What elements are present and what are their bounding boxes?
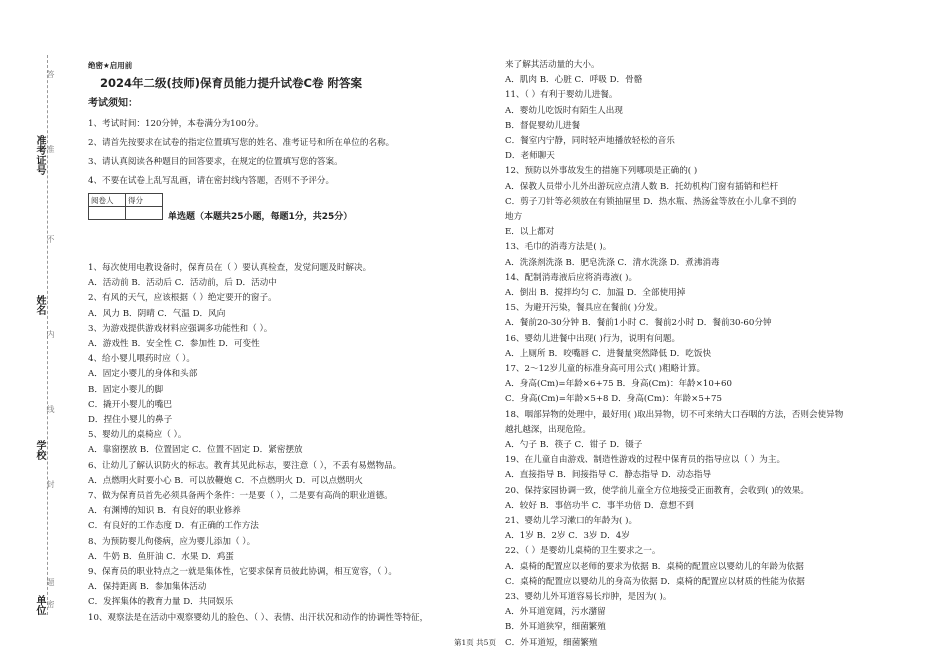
notice-heading: 考试须知： (88, 98, 138, 109)
question-line: 9、保育员的职业特点之一就是集体性，它要求保育员彼此协调，相互宽容，（ ）。 (88, 567, 397, 577)
question-line: A．较好 B．事倍功半 C．事半功倍 D．意想不到 (505, 500, 694, 511)
question-line: 14、配制消毒液后应将消毒液( )。 (505, 272, 638, 283)
question-line: A．游戏性 B．安全性 C．参加性 D．可变性 (88, 339, 260, 349)
question-line: B．外耳道狭窄，细菌繁殖 (505, 622, 606, 633)
question-line: C．剪子刀针等必须放在有锁抽屉里 D．热水瓶、热汤盆等放在小儿拿不到的 (505, 196, 797, 207)
question-line: 越扎越深，出现危险。 (505, 424, 591, 435)
notice-item: 4、不要在试卷上乱写乱画，请在密封线内答题，否则不予评分。 (88, 176, 335, 186)
seal-char: 封 (46, 480, 55, 488)
question-line: A．婴幼儿吃饭时有陌生人出现 (505, 105, 623, 116)
grader-blank[interactable] (89, 207, 126, 220)
question-line: 1、每次使用电教设备时，保育员在（ ）要认真检查，发觉问题及时解决。 (88, 263, 372, 273)
question-line: A．倒出 B．搅拌均匀 C．加温 D．全部使用掉 (505, 288, 686, 298)
question-line: A．牛奶 B．鱼肝油 C．水果 D．鸡蛋 (88, 551, 234, 562)
grader-cell: 阅卷人 (89, 194, 126, 207)
score-blank[interactable] (126, 207, 163, 220)
question-line: A．洗涤剂洗涤 B．肥皂洗涤 C．清水洗涤 D．煮沸消毒 (505, 257, 720, 268)
question-line: 21、婴幼儿学习漱口的年龄为( )。 (505, 516, 638, 526)
question-line: 13、毛巾的消毒方法是( )。 (505, 242, 612, 253)
question-line: 10、观察法是在活动中观察婴幼儿的脸色、（ ）、表情、出汗状况和动作的协调性等特征， (88, 612, 429, 623)
question-line: A．固定小婴儿的身体和头部 (88, 369, 198, 380)
question-line: C．外耳道短，细菌繁殖 (505, 637, 598, 648)
question-line: 8、为预防婴儿佝偻病，应为婴儿添加（ ）。 (88, 536, 256, 547)
question-line: 15、为避开污染，餐具应在餐前( )分发。 (505, 303, 663, 314)
question-line: A．桌椅的配置应以老师的要求为依据 B．桌椅的配置应以婴幼儿的年龄为依据 (505, 561, 804, 572)
margin-label: 学校 (34, 440, 45, 460)
question-line: C．身高(Cm)=年龄×5+8 D．身高(Cm)：年龄×5+75 (505, 394, 722, 405)
question-line: 22、（ ）是婴幼儿桌椅的卫生要求之一。 (505, 546, 661, 557)
section-title: 单选题（本题共25小题，每题1分，共25分） (168, 212, 353, 222)
question-line: A．点燃明火时要小心 B．可以放鞭炮 C．不点燃明火 D．可以点燃明火 (88, 475, 363, 486)
question-line: A．风力 B．阴晴 C．气温 D．风向 (88, 308, 226, 319)
question-line: A．上厕所 B．咬嘴唇 C．进餐量突然降低 D．吃饭快 (505, 348, 712, 359)
question-line: 2、有风的天气，应该根据（ ）绝定要开的窗子。 (88, 293, 277, 304)
question-line: A．餐前20-30分钟 B．餐前1小时 C．餐前2小时 D．餐前30-60分钟 (505, 318, 772, 329)
notice-item: 3、请认真阅读各种题目的回答要求，在规定的位置填写您的答案。 (88, 157, 343, 167)
seal-char: 不 (46, 235, 55, 243)
question-line: 5、婴幼儿的桌椅应（ ）。 (88, 430, 187, 441)
question-line: A．有渊博的知识 B．有良好的职业修养 (88, 506, 241, 517)
seal-char: 准 (46, 145, 55, 153)
question-line: A．直接指导 B．间接指导 C．静态指导 D．动态指导 (505, 470, 712, 481)
question-line: A．肌肉 B．心脏 C．呼吸 D．骨骼 (505, 75, 643, 86)
question-line: A．活动前 B．活动后 C．活动前，后 D．活动中 (88, 278, 277, 289)
question-line: D．老师聊天 (505, 151, 555, 162)
question-line: 11、（ ）有利于婴幼儿进餐。 (505, 90, 618, 101)
exam-title: 2024年二级(技师)保育员能力提升试卷C卷 附答案 (100, 76, 362, 90)
question-line: B．固定小婴儿的脚 (88, 384, 164, 395)
seal-char: 内 (46, 330, 55, 338)
question-line: C．餐室内宁静，同时轻声地播放轻松的音乐 (505, 136, 675, 146)
question-line: C．发挥集体的教育力量 D．共同娱乐 (88, 597, 234, 608)
question-line: 16、婴幼儿进餐中出现( )行为，说明有问题。 (505, 333, 681, 344)
margin-label: 姓名 (34, 295, 45, 315)
seal-char: 线 (46, 405, 55, 413)
score-cell: 得分 (126, 194, 163, 207)
question-line: 17、2～12岁儿童的标准身高可用公式( )粗略计算。 (505, 364, 706, 374)
question-line: 7、做为保育员首先必须具备两个条件：一是要（ ），二是要有高尚的职业道德。 (88, 491, 393, 501)
score-table (88, 193, 163, 220)
question-line: 来了解其活动量的大小。 (505, 60, 600, 70)
question-line: 地方 (505, 212, 523, 222)
margin-label: 单位 (34, 595, 45, 615)
question-line: A．外耳道宽阔，污水潴留 (505, 607, 606, 618)
question-line: 12、预防以外事故发生的措施下列哪项是正确的( ) (505, 166, 698, 177)
question-line: A．靠窗摆放 B．位置固定 C．位置不固定 D．紧密摆放 (88, 445, 303, 456)
question-line: C．桌椅的配置应以婴幼儿的身高为依据 D．桌椅的配置应以材质的性能为依据 (505, 576, 805, 587)
seal-char: 答 (46, 70, 55, 78)
question-line: A．保教人员带小儿外出游玩应点清人数 B．托幼机构门窗有插销和栏杆 (505, 181, 779, 192)
question-line: D．捏住小婴儿的鼻子 (88, 415, 173, 425)
question-line: C．有良好的工作态度 D．有正确的工作方法 (88, 521, 259, 532)
seal-char: 题 (46, 578, 55, 586)
notice-item: 2、请首先按要求在试卷的指定位置填写您的姓名、准考证号和所在单位的名称。 (88, 138, 395, 148)
question-line: 3、为游戏提供游戏材料应强调多功能性和（ ）。 (88, 323, 273, 334)
question-line: A．身高(Cm)=年龄×6+75 B．身高(Cm)：年龄×10+60 (505, 379, 732, 390)
question-line: 23、婴幼儿外耳道容易长疖肿，是因为( )。 (505, 592, 672, 602)
question-line: 6、让幼儿了解认识防火的标志。教育其见此标志，要注意（ ），不丢有易燃物品。 (88, 460, 402, 471)
question-line: C．撬开小婴儿的嘴巴 (88, 399, 172, 410)
margin-label: 准考证号 (34, 135, 45, 175)
question-line: 20、保持家园协调一致，使学前儿童全方位地接受正面教育，会收到( )的效果。 (505, 485, 809, 496)
question-line: 18、咽部异物的处理中，最好用( )取出异物，切不可来纳大口吞咽的方法，否则会使异物 (505, 409, 844, 420)
question-line: A．勺子 B．筷子 C．钳子 D．镊子 (505, 440, 643, 450)
notice-item: 1、考试时间：120分钟，本卷满分为100分。 (88, 119, 264, 129)
question-line: 4、给小婴儿喂药时应（ ）。 (88, 354, 196, 365)
question-line: A．保持距离 B．参加集体活动 (88, 582, 207, 593)
question-line: B．督促婴幼儿进餐 (505, 120, 581, 131)
question-line: 19、在儿童自由游戏、制造性游戏的过程中保育员的指导应以（ ）为主。 (505, 455, 786, 466)
question-line: E．以上都对 (505, 227, 555, 238)
page-footer: 第1页 共5页 (454, 638, 496, 647)
question-line: A．1岁 B．2岁 C．3岁 D．4岁 (505, 531, 630, 542)
secret-mark: 绝密★启用前 (88, 61, 133, 70)
seal-char: 密 (46, 600, 55, 608)
